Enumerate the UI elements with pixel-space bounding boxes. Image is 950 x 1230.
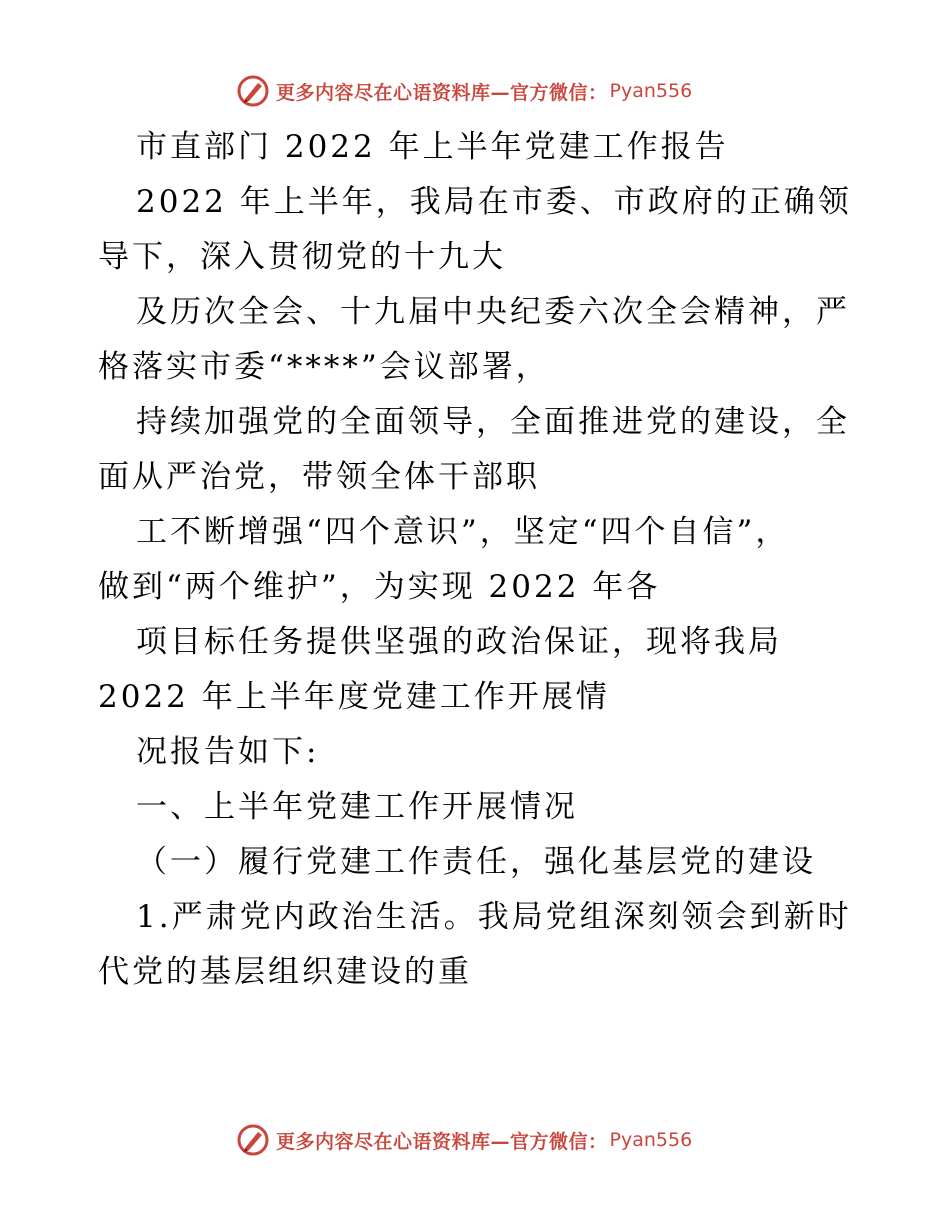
text-line: 及历次全会、十九届中央纪委六次全会精神，严: [136, 294, 850, 330]
text-line: 格落实市委“****”会议部署，: [98, 349, 550, 385]
banner-contact: Pyan556: [609, 1129, 693, 1151]
text-line: 2022 年上半年度党建工作开展情: [98, 679, 610, 715]
text-line: 面从严治党，带领全体干部职: [98, 459, 540, 495]
document-body: [98, 120, 858, 1000]
banner-text: 更多内容尽在心语资料库—官方微信：: [276, 1130, 608, 1153]
text-line: 工不断增强“四个意识”，坚定“四个自信”，: [136, 514, 790, 550]
text-line: 持续加强党的全面领导，全面推进党的建设，全: [136, 404, 850, 440]
text-line: 况报告如下:: [136, 734, 320, 770]
text-line: 导下，深入贯彻党的十九大: [98, 239, 506, 275]
text-line: 项目标任务提供坚强的政治保证，现将我局: [136, 624, 782, 660]
text-line: 2022 年上半年，我局在市委、市政府的正确领: [136, 184, 852, 220]
banner-text: 更多内容尽在心语资料库—官方微信：: [276, 81, 608, 104]
text-line: 做到“两个维护”，为实现 2022 年各: [98, 569, 661, 605]
footer-watermark-banner: [236, 1122, 692, 1158]
document-title: 市直部门 2022 年上半年党建工作报告: [136, 129, 729, 165]
text-line: 1.严肃党内政治生活。我局党组深刻领会到新时: [136, 899, 852, 935]
banner-contact: Pyan556: [609, 80, 693, 102]
text-line: 代党的基层组织建设的重: [98, 954, 472, 990]
pen-logo-icon: [236, 1123, 270, 1157]
pen-logo-icon: [236, 74, 270, 108]
section-heading: 一、上半年党建工作开展情况: [136, 789, 578, 825]
subsection-heading: （一）履行党建工作责任，强化基层党的建设: [136, 844, 816, 880]
header-watermark-banner: [236, 73, 692, 109]
